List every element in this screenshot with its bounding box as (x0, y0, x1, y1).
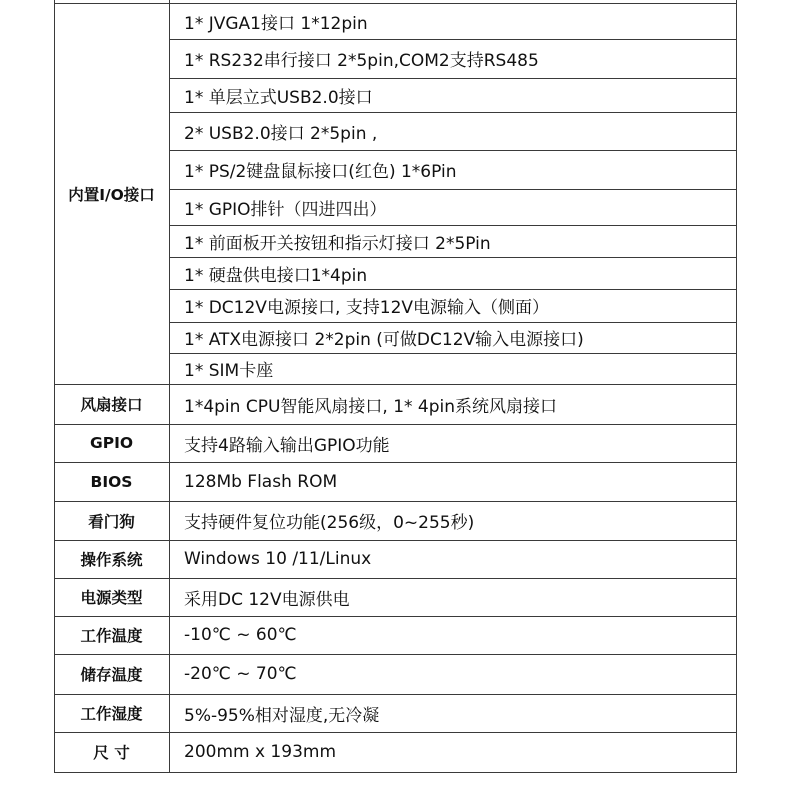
gpio-value: 支持4路输入输出GPIO功能 (184, 435, 390, 456)
operating-temp-label: 工作温度 (80, 627, 143, 645)
io-item: 1* 硬盘供电接口1*4pin (184, 265, 368, 286)
column-divider (169, 0, 170, 773)
bios-label: BIOS (90, 472, 133, 491)
io-item: 1* GPIO排针（四进四出） (184, 199, 387, 220)
io-item: 1* ATX电源接口 2*2pin (可做DC12V输入电源接口) (184, 330, 584, 350)
gpio-label: GPIO (89, 434, 134, 452)
operating-temp-value: -10℃ ~ 60℃ (184, 625, 297, 645)
io-item: 1* SIM卡座 (184, 361, 274, 381)
io-item: 2* USB2.0接口 2*5pin , (184, 123, 378, 144)
io-item: 1* 单层立式USB2.0接口 (184, 87, 373, 108)
io-item: 1* DC12V电源接口, 支持12V电源输入（侧面） (184, 298, 550, 318)
io-item: 1* PS/2键盘鼠标接口(红色) 1*6Pin (184, 162, 457, 182)
bios-value: 128Mb Flash ROM (184, 471, 338, 492)
storage-temp-label: 储存温度 (80, 666, 143, 684)
table-border-right (736, 0, 737, 773)
os-value: Windows 10 /11/Linux (184, 549, 372, 569)
os-label: 操作系统 (80, 551, 143, 569)
dimensions-label: 尺 寸 (93, 744, 130, 762)
fan-header-value: 1*4pin CPU智能风扇接口, 1* 4pin系统风扇接口 (184, 396, 558, 417)
watchdog-label: 看门狗 (88, 512, 135, 531)
storage-temp-value: -20℃ ~ 70℃ (184, 664, 297, 684)
humidity-label: 工作湿度 (80, 705, 143, 723)
io-item: 1* 前面板开关按钮和指示灯接口 2*5Pin (184, 233, 491, 254)
table-border-bottom (54, 772, 737, 773)
humidity-value: 5%-95%相对湿度,无冷凝 (184, 705, 380, 726)
fan-header-label: 风扇接口 (80, 396, 143, 414)
spec-table (54, 0, 737, 773)
io-section-label: 内置I/O接口 (68, 185, 155, 204)
io-item: 1* JVGA1接口 1*12pin (184, 13, 368, 34)
power-type-value: 采用DC 12V电源供电 (184, 589, 350, 610)
watchdog-value: 支持硬件复位功能(256级，0~255秒) (184, 513, 475, 533)
dimensions-value: 200mm x 193mm (184, 742, 337, 762)
power-type-label: 电源类型 (80, 589, 143, 607)
io-item: 1* RS232串行接口 2*5pin,COM2支持RS485 (184, 51, 539, 71)
